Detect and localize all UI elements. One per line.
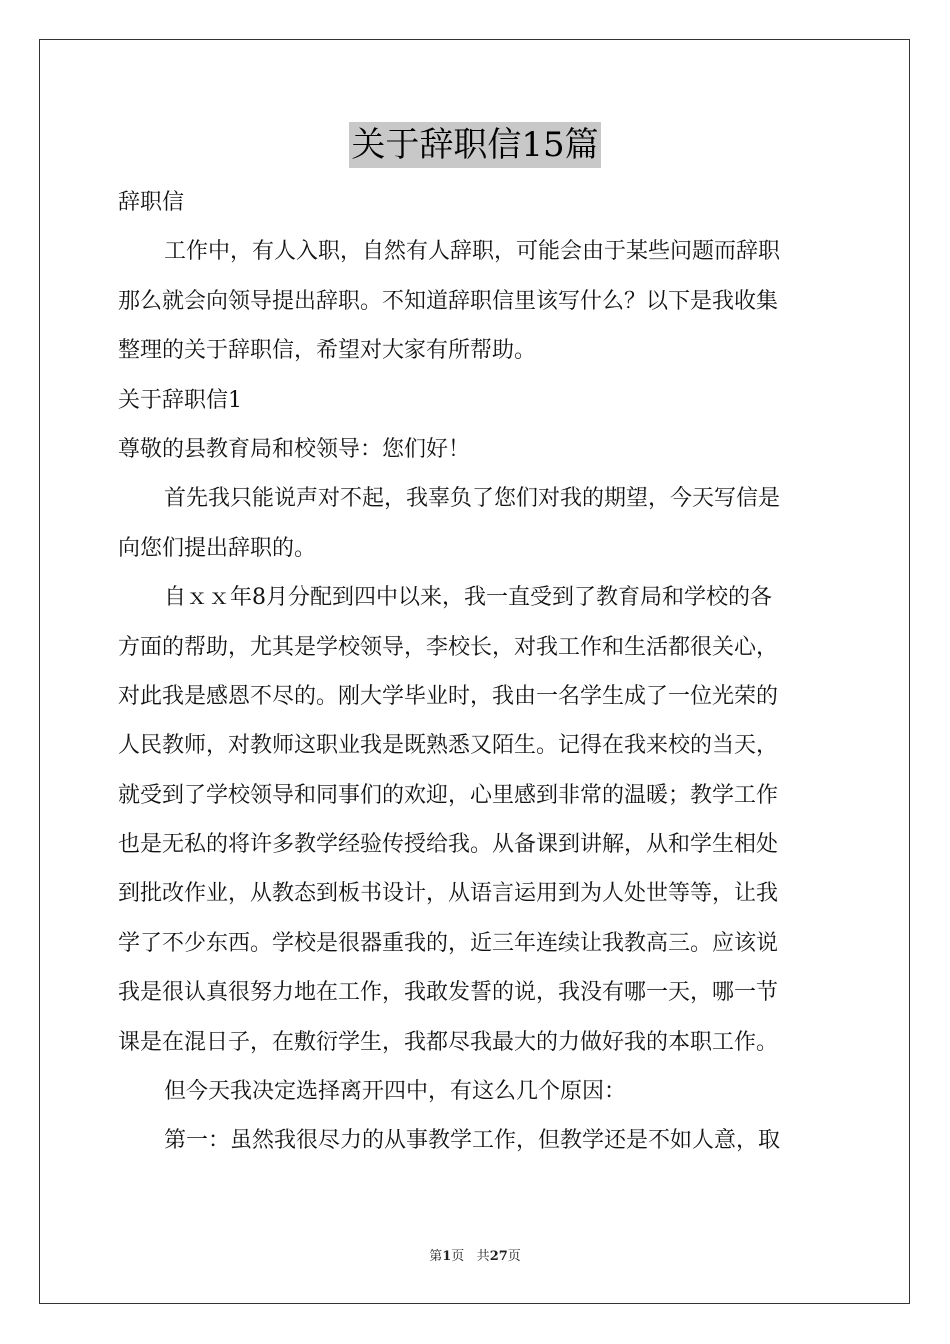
text-line: 对此我是感恩不尽的。刚大学毕业时，我由一名学生成了一位光荣的 (118, 683, 779, 709)
text-line: 但今天我决定选择离开四中，有这么几个原因： (164, 1079, 627, 1105)
text-line: 辞职信 (118, 190, 185, 215)
footer-total-unit: 页 (507, 1249, 521, 1264)
footer-page-prefix: 第 (429, 1249, 443, 1264)
text-line: 就受到了学校领导和同事们的欢迎，心里感到非常的温暖；教学工作 (118, 782, 779, 808)
text-line: 关于辞职信1 (118, 387, 242, 413)
footer-page-number: 1 (442, 1249, 452, 1264)
footer-page-unit: 页 (451, 1249, 465, 1264)
text-line: 第一：虽然我很尽力的从事教学工作，但教学还是不如人意，取 (164, 1128, 781, 1154)
text-line: 课是在混日子，在敷衍学生，我都尽我最大的力做好我的本职工作。 (118, 1029, 779, 1055)
text-line: 工作中，有人入职，自然有人辞职，可能会由于某些问题而辞职 (164, 239, 781, 265)
footer-total-pages: 27 (489, 1249, 508, 1264)
document-body (118, 178, 834, 1166)
text-line: 尊敬的县教育局和校领导：您们好！ (118, 436, 471, 462)
page-footer (0, 1245, 950, 1264)
footer-total-prefix: 共 (476, 1249, 490, 1264)
text-line: 整理的关于辞职信，希望对大家有所帮助。 (118, 338, 537, 364)
text-line: 人民教师，对教师这职业我是既熟悉又陌生。记得在我来校的当天， (118, 733, 779, 759)
text-line: 也是无私的将许多教学经验传授给我。从备课到讲解，从和学生相处 (118, 832, 779, 858)
text-line: 方面的帮助，尤其是学校领导，李校长，对我工作和生活都很关心， (118, 634, 779, 660)
text-line: 到批改作业，从教态到板书设计，从语言运用到为人处世等等，让我 (118, 881, 779, 907)
document-title: 关于辞职信15篇 (349, 122, 600, 168)
text-line: 学了不少东西。学校是很器重我的，近三年连续让我教高三。应该说 (118, 930, 779, 956)
text-line: 那么就会向领导提出辞职。不知道辞职信里该写什么？以下是我收集 (118, 288, 779, 314)
text-line: 向您们提出辞职的。 (118, 535, 317, 561)
text-line: 我是很认真很努力地在工作，我敢发誓的说，我没有哪一天，哪一节 (118, 980, 779, 1006)
text-line: 首先我只能说声对不起，我辜负了您们对我的期望，今天写信是 (164, 486, 781, 512)
title-area (0, 122, 950, 168)
text-line: 自ｘｘ年8月分配到四中以来，我一直受到了教育局和学校的各 (164, 585, 772, 611)
